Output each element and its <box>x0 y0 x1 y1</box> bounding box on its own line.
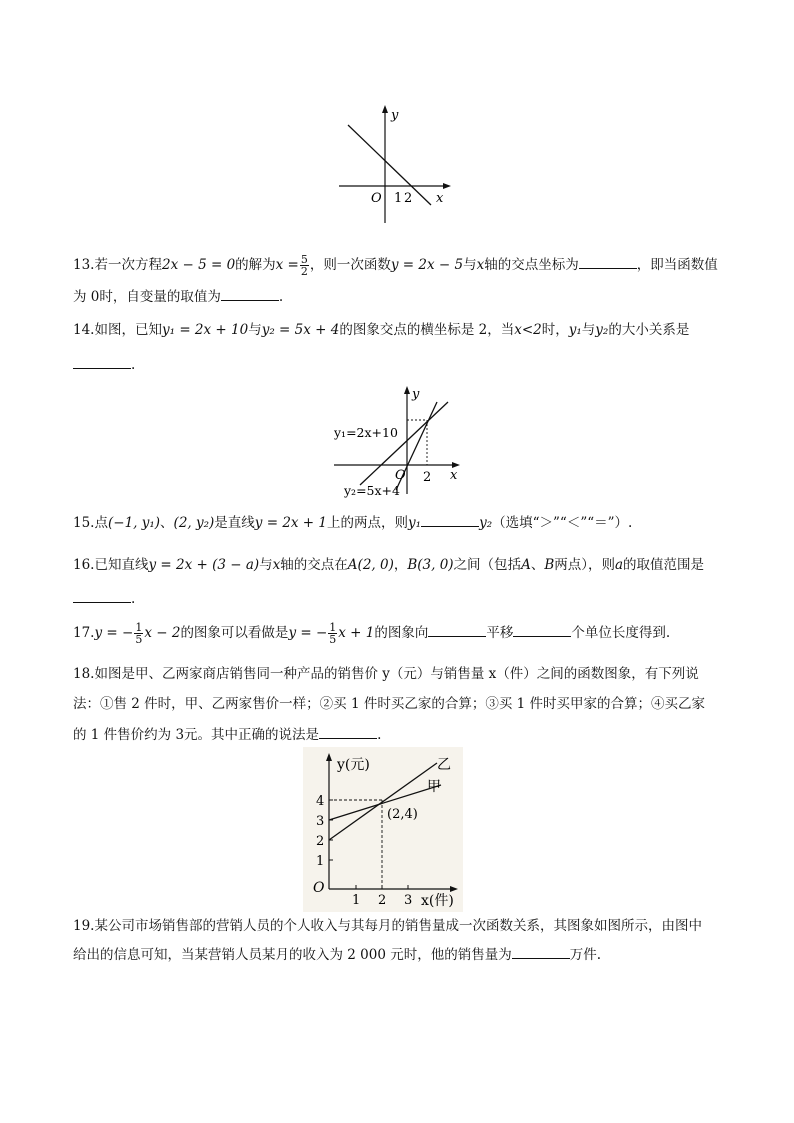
fig18-line-yi: 乙 <box>437 757 451 773</box>
answer-blank-13a[interactable] <box>579 254 637 269</box>
fig12-origin: O <box>371 191 382 206</box>
answer-blank-16[interactable] <box>73 588 131 603</box>
fig18-ytick-1: 1 <box>316 854 325 869</box>
question-19-line1: 19.某公司市场销售部的营销人员的个人收入与其每月的销售量成一次函数关系，其图象如图所示，由图中 <box>73 918 702 934</box>
question-14: 14.如图，已知y₁ = 2x + 10与y₂ = 5x + 4的图象交点的横坐标是 2，当x<2时，y₁与y₂的大小关系是 <box>73 322 690 338</box>
fig14-x-label: x <box>450 468 458 483</box>
question-15: 15.点(−1, y₁)、(2, y₂)是直线y = 2x + 1上的两点，则y₁ y₂（选填“＞”“＜”“＝”）. <box>73 512 723 533</box>
fig12-x-label: x <box>436 191 444 206</box>
question-16: 16.已知直线y = 2x + (3 − a)与x轴的交点在A(2, 0)，B(3, 0)之间（包括A、B两点），则a的取值范围是 <box>73 557 705 573</box>
fig18-ytick-2: 2 <box>316 834 325 849</box>
fig12-tick-2: 2 <box>404 191 413 206</box>
fig18-xtick-1: 1 <box>352 893 361 908</box>
question-13-line2: 为 0时，自变量的取值为 . <box>73 286 723 307</box>
answer-blank-13b[interactable] <box>221 286 279 301</box>
question-13: 13.若一次方程2x − 5 = 0的解为x = $\frac{5}{2}$ ，则一次函数y = 2x − 5与x轴的交点坐标为 ，即当函数值 <box>73 253 718 278</box>
fig18-line-jia: 甲 <box>427 779 441 795</box>
question-18-line1: 18.如图是甲、乙两家商店销售同一种产品的销售价 y（元）与销售量 x（件）之间的函数图象，有下列说 <box>73 666 699 682</box>
answer-blank-17b[interactable] <box>513 622 571 637</box>
figure-q14 <box>330 382 465 500</box>
fig18-y-label: y(元) <box>337 757 370 773</box>
answer-blank-17a[interactable] <box>428 622 486 637</box>
question-19-line2: 给出的信息可知，当某营销人员某月的收入为 2 000 元时，他的销售量为 万件. <box>73 944 723 965</box>
figure-q12 <box>333 103 458 231</box>
figure-q18 <box>303 747 463 912</box>
fig14-tick-2: 2 <box>423 470 432 485</box>
fig18-xtick-2: 2 <box>378 893 387 908</box>
question-18-line3: 的 1 件售价约为 3元。其中正确的说法是 . <box>73 724 723 745</box>
answer-blank-15[interactable] <box>421 512 479 527</box>
fig14-line1-label: y₁=2x+10 <box>334 425 398 440</box>
fig14-line2-label: y₂=5x+4 <box>344 483 400 498</box>
fig14-y-label: y <box>412 387 420 402</box>
question-17: 17.y = − $\frac{1}{5}$ x − 2的图象可以看做是y = − $\frac{1}{5}$ x + 1的图象向 平移 个单位长度得到. <box>73 621 671 646</box>
fig12-y-label: y <box>391 108 399 123</box>
fig18-xtick-3: 3 <box>404 893 413 908</box>
fig12-tick-1: 1 <box>394 191 403 206</box>
question-14-line2: . <box>73 354 723 375</box>
fig18-origin: O <box>313 880 325 896</box>
fig18-x-label: x(件) <box>421 893 454 909</box>
fig18-ytick-3: 3 <box>316 814 325 829</box>
question-18-line2: 法：①售 2 件时，甲、乙两家售价一样；②买 1 件时买乙家的合算；③买 1 件时买甲家的合算；④买乙家 <box>73 696 706 712</box>
question-16-line2: . <box>73 588 723 609</box>
fig18-ytick-4: 4 <box>316 794 325 809</box>
answer-blank-19[interactable] <box>512 944 570 959</box>
fig18-point-label: (2,4) <box>387 807 418 822</box>
answer-blank-14[interactable] <box>73 354 131 369</box>
fig14-origin: O <box>395 468 406 483</box>
answer-blank-18[interactable] <box>319 724 377 739</box>
